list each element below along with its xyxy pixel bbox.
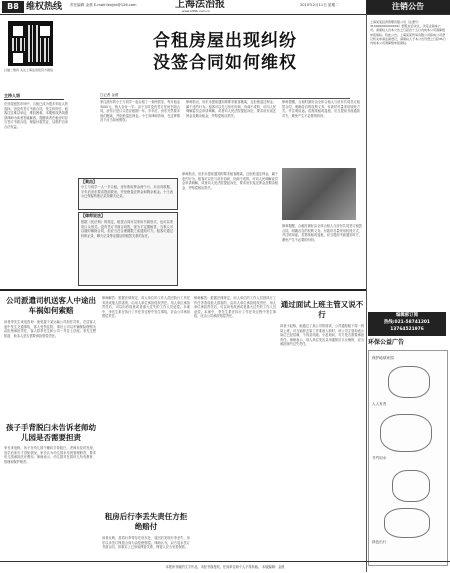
main-headline-line1: 合租房屋出现纠纷 xyxy=(153,31,297,51)
ad-line-2: 热线:021-58741201 xyxy=(384,320,430,325)
story-text-1: 读者李先生来电咨询：他受雇于某运输公司担任司机，在送客人途中发生交通事故，客人受伤住院。事后公司以车辆保险理赔为由拒绝承担责任，客人将李先生和公司一并告上法庭。李先生想知道，他本人是否需要承担赔偿责任。 xyxy=(4,320,96,338)
cartoon-caption-4: 绿色出行 xyxy=(372,540,387,544)
section-title: 维权热线 xyxy=(26,2,63,12)
qr-corner xyxy=(11,51,25,65)
editor-line: 责任编辑 金晨 E-mail:fzbjjrx@126.com xyxy=(70,3,137,7)
story-text-2: 家长来电称，孩子在幼儿园午睡时手背脱臼，老师未及时发现，放学后家长才得知情况。家长认为幼儿园未尽到管理职责，要求幼儿园承担医疗费用。律师表示，幼儿园对在园幼儿负有教育、管理和保护职责。 xyxy=(4,446,96,464)
paper-name: 上海法治报 xyxy=(175,0,225,10)
lawyer-box-title: 【律师说法】 xyxy=(81,213,105,218)
ad-line-3: 13764521976 xyxy=(390,327,424,332)
byline: □记者 金晨 xyxy=(100,93,350,99)
main-headline-line2: 没签合同如何维权 xyxy=(153,53,297,73)
article-column-e: 律师提醒，合租时最好由全体合租人与房东共同签订租赁合同，明确各自的权利义务。付款时尽量采用转账方式，并注明用途。若需续租或退租，应当提前书面通知对方，避免产生不必要的纠纷。 xyxy=(282,224,362,242)
section-divider xyxy=(0,289,366,291)
case-box-text: 小王与同学一人一半合租，房东收取押金两个月，未出具收据。半年后房东要求提前收房，并拒绝退还押金和剩余租金。小王表示已保留转账记录及聊天记录。 xyxy=(81,185,173,199)
article-photo xyxy=(282,168,356,220)
story-text-4: 读者小赵称，她通过了某公司的面试，公司通知她下周一到岗上班。可当她辞去原工作准备入职时，该公司主管却表示岗位已经招满，不再录用她。小赵询问，对方是否需要承担责任。律师表示，用人单位发出录用通知后又反悔的，应当承担缔约过失责任。 xyxy=(280,324,364,347)
notice-text: 上海某某投资管理有限公司（注册号：310000000000000）经股东会决议，决定注销本公司。请债权人自本公告之日起四十五日内向本公司清算组申报债权。特此公告。上海某某贸易有限公司拟向公司登记机关申请注销登记，请债权人于本公告刊登之日起45日内向本公司清算组申报债权。 xyxy=(370,20,446,46)
paper-url[interactable]: www.shfzb.com.cn xyxy=(182,9,210,13)
cartoon-sketch xyxy=(380,414,432,452)
story-headline-1: 公司派遣司机送客人中途出车祸如何索赔 xyxy=(6,296,96,315)
story-headline-4: 通过面试上班主管又说不行 xyxy=(280,300,364,319)
env-ad-title: 环保公益广告 xyxy=(368,339,405,346)
article-column-d: 律师指出，房东未提前通知即要求租客搬离，且拒绝退还押金，属于违约行为。租客可以先与房东协商，协商不成的，可向人民调解委员会申请调解，或者向人民法院提起诉讼，要求房东返还押金及剩余租金，并赔偿相应损失。 xyxy=(182,172,278,190)
article-column-b: 律师指出，房东未提前通知即要求租客搬离，且拒绝退还押金，属于违约行为。租客可以先与房东协商，协商不成的，可向人民调解委员会申请调解，或者向人民法院提起诉讼，要求房东返还押金及剩余租金，并赔偿相应损失。 xyxy=(186,100,276,118)
case-box-title: 【案由】 xyxy=(81,179,97,184)
cartoon-caption-3: 节约用水 xyxy=(372,456,387,460)
host-intro-text: 在房屋租赁市场中，合租已成为很多年轻人的选择。因没有签订书面合同，发生纠纷后，租客往往难以举证，维权困难。本期维权热线邀请律师为读者答疑解惑，提醒读者在租房时应当签订书面合同，保留付款凭证，以维护自身合法权益。 xyxy=(4,102,68,129)
issue-date: 2010年2月11日 星期二 xyxy=(300,3,339,7)
qr-caption: 扫描二维码 关注上海法治报官方微信 xyxy=(4,68,53,72)
story-text-mid-b: 律师解答：根据法律规定，用人单位的工作人员因执行工作任务造成他人损害的，由用人单位承担侵权责任。用人单位承担责任后，可以向有故意或者重大过失的工作人员追偿。本案中，李先生系在执行工作任务过程中发生事故，应由公司承担赔偿责任。 xyxy=(194,296,276,319)
story-text-mid-a: 律师解答：根据法律规定，用人单位的工作人员因执行工作任务造成他人损害的，由用人单位承担侵权责任。用人单位承担责任后，可以向有故意或者重大过失的工作人员追偿。本案中，李先生系在执行工作任务过程中发生事故，应由公司承担赔偿责任。 xyxy=(102,296,190,319)
story-headline-3: 租房后行李丢失责任方拒绝赔付 xyxy=(104,512,188,531)
cartoon-caption-1: 保护地球家园 xyxy=(372,356,394,360)
article-column-c: 律师提醒，合租时最好由全体合租人与房东共同签订租赁合同，明确各自的权利义务。付款时尽量采用转账方式，并注明用途。若需续租或退租，应当提前书面通知对方，避免产生不必要的纠纷。 xyxy=(282,100,360,118)
lawyer-box-text: 根据《民法典》的规定，租赁合同可以采用书面形式，也可以采用口头形式。没有签订书面合同的，视为不定期租赁，当事人可以随时解除合同，但应当在合理期限之前通知对方。租客可通过转账记录、聊天记录等证据证明租赁关系的存在。 xyxy=(81,220,173,238)
cartoon-caption-2: 人人有责 xyxy=(372,402,387,406)
cartoon-sketch xyxy=(392,470,430,502)
qr-corner xyxy=(38,24,52,38)
article-intro: 家住浦东的小王与同学一起合租了一套两居室，每月租金3000元，两人各付一半。由于当时没有签订任何书面合同，房东只是口头答应租期一年。半年后，房东突然要求他们搬离，并拒绝退还押金。小王向律师咨询，在这种情况下应当如何维权。 xyxy=(100,100,180,123)
page-badge: B8 xyxy=(2,1,24,13)
story-text-3: 读者反映，其将行李寄存在房东处，返回后发现行李丢失，房东以未签订保管合同为由拒绝赔偿。律师认为，双方虽未签订书面合同，但事实上已形成保管关系，保管人应当妥善保管。 xyxy=(102,536,190,550)
cartoon-sketch xyxy=(388,366,430,398)
page-footer: 本报所刊载的文字作品，未经书面授权，任何单位和个人不得转载。 本版编辑：金晨 xyxy=(0,561,450,573)
host-label: 主持人语 xyxy=(4,93,64,100)
story-headline-2: 孩子手背脱臼未告诉老师幼儿园是否需要担责 xyxy=(6,423,96,442)
qr-corner xyxy=(11,24,25,38)
ad-line-1: 编辑部订阅 xyxy=(396,313,418,318)
cartoon-sketch xyxy=(384,508,430,538)
notice-section-title: 注销公告 xyxy=(392,2,424,11)
